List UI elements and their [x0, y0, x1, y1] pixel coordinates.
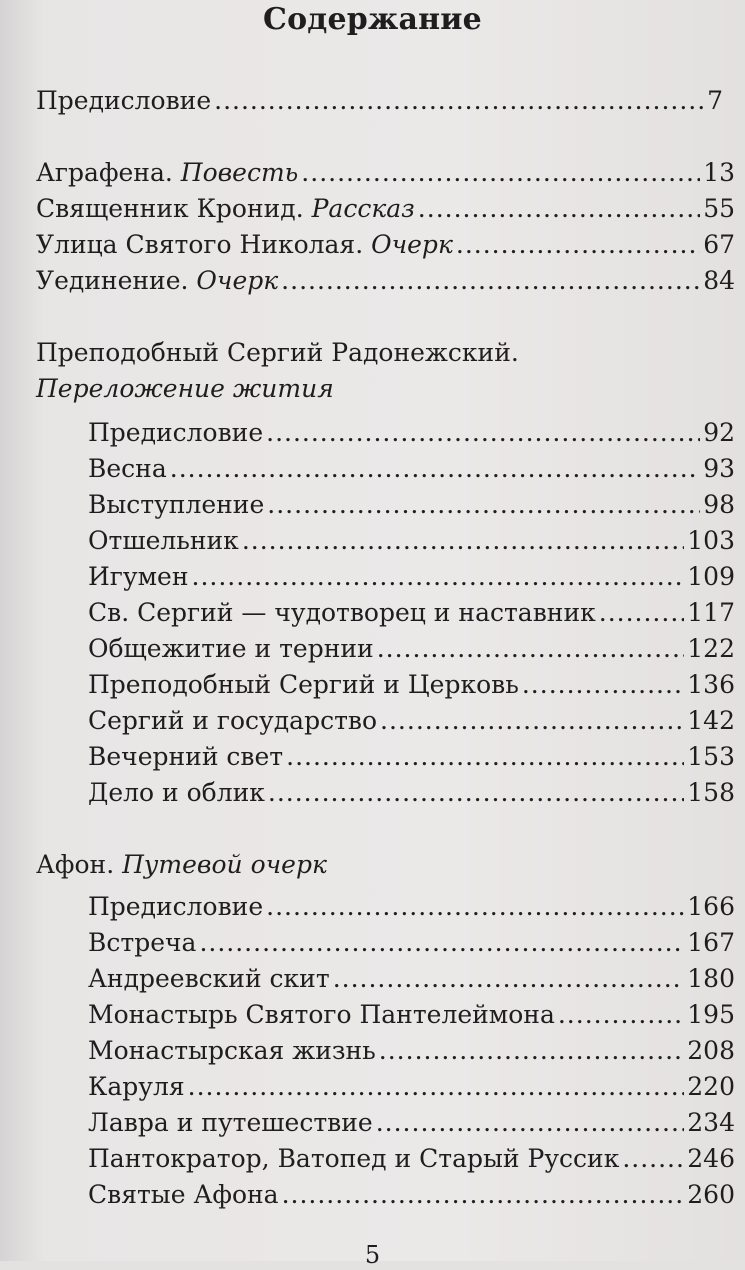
toc-entry-label: Отшельник — [88, 526, 239, 555]
toc-entry[interactable] — [36, 194, 735, 224]
toc-page-number: 195 — [687, 1000, 735, 1029]
toc-entry[interactable] — [88, 706, 735, 736]
toc-page-number: 93 — [703, 454, 735, 483]
leader-dots — [268, 778, 684, 808]
leader-dots — [622, 1144, 684, 1174]
leader-dots — [418, 194, 700, 224]
toc-page-number: 92 — [703, 418, 735, 447]
leader-dots — [266, 892, 684, 922]
leader-dots — [282, 1180, 685, 1210]
toc-entry[interactable] — [88, 490, 735, 520]
toc-entry[interactable] — [36, 230, 735, 260]
toc-entry-label: Монастырь Святого Пантелеймона — [88, 1000, 555, 1029]
page-title: Содержание — [263, 2, 482, 37]
toc-entry[interactable] — [88, 964, 735, 994]
toc-entry-label: Улица Святого Николая. Очерк — [36, 230, 453, 259]
leader-dots — [456, 230, 700, 260]
leader-dots — [333, 964, 685, 994]
toc-entry-genre: Рассказ — [311, 194, 415, 223]
section-title: Афон. Путевой очерк — [36, 850, 327, 879]
leader-dots — [376, 1108, 685, 1138]
leader-dots — [380, 706, 684, 736]
section-subtitle: Переложение жития — [36, 374, 334, 403]
toc-page-number: 84 — [703, 266, 735, 295]
toc-page-number: 67 — [703, 230, 735, 259]
toc-entry[interactable] — [88, 526, 735, 556]
toc-entry[interactable] — [88, 1108, 735, 1138]
toc-page-number: 98 — [703, 490, 735, 519]
toc-page-number: 142 — [687, 706, 735, 735]
toc-entry-genre: Очерк — [371, 230, 453, 259]
toc-entry-label: Весна — [88, 454, 167, 483]
toc-entry[interactable] — [88, 418, 735, 448]
leader-dots — [558, 1000, 684, 1030]
toc-entry-label: Пантократор, Ватопед и Старый Руссик — [88, 1144, 620, 1173]
toc-entry-label: Андреевский скит — [88, 964, 330, 993]
toc-entry-label: Предисловие — [88, 892, 264, 921]
toc-entry-label: Предисловие — [36, 86, 212, 115]
toc-entry-label: Священник Кронид. Рассказ — [36, 194, 415, 223]
leader-dots — [214, 86, 704, 116]
toc-page-number: 246 — [687, 1144, 735, 1173]
page-number-footer: 5 — [364, 1241, 381, 1269]
toc-entry-preface[interactable] — [36, 86, 723, 116]
toc-entry[interactable] — [88, 1000, 735, 1030]
toc-entry-label: Преподобный Сергий и Церковь — [88, 670, 519, 699]
leader-dots — [188, 1072, 685, 1102]
toc-entry-label: Игумен — [88, 562, 189, 591]
toc-entry-label: Аграфена. Повесть — [36, 158, 299, 187]
leader-dots — [286, 742, 684, 772]
toc-page-number: 167 — [687, 928, 735, 957]
toc-entry-label: Монастырская жизнь — [88, 1036, 376, 1065]
toc-page-number: 13 — [703, 158, 735, 187]
leader-dots — [192, 562, 685, 592]
toc-page-number: 208 — [687, 1036, 735, 1065]
toc-entry[interactable] — [88, 892, 735, 922]
leader-dots — [301, 158, 700, 188]
toc-entry[interactable] — [88, 454, 735, 484]
leader-dots — [379, 1036, 685, 1066]
toc-page-number: 166 — [687, 892, 735, 921]
toc-entry[interactable] — [36, 266, 735, 296]
toc-page-number: 234 — [687, 1108, 735, 1137]
leader-dots — [522, 670, 684, 700]
toc-entry[interactable] — [36, 158, 735, 188]
leader-dots — [599, 598, 685, 628]
toc-entry[interactable] — [88, 1180, 735, 1210]
toc-entry-label: Сергий и государство — [88, 706, 378, 735]
leader-dots — [170, 454, 700, 484]
toc-entry[interactable] — [88, 1072, 735, 1102]
toc-page-number: 220 — [687, 1072, 735, 1101]
toc-entry-label: Предисловие — [88, 418, 264, 447]
toc-page-number: 55 — [703, 194, 735, 223]
toc-entry-label: Лавра и путешествие — [88, 1108, 373, 1137]
toc-page-number: 7 — [707, 86, 723, 115]
toc-page-number: 180 — [687, 964, 735, 993]
section-title: Преподобный Сергий Радонежский. — [36, 338, 519, 367]
leader-dots — [281, 266, 700, 296]
toc-entry-label: Святые Афона — [88, 1180, 279, 1209]
toc-page-number: 136 — [687, 670, 735, 699]
toc-entry[interactable] — [88, 1144, 735, 1174]
toc-entry[interactable] — [88, 778, 735, 808]
leader-dots — [377, 634, 685, 664]
toc-entry-label: Общежитие и тернии — [88, 634, 374, 663]
toc-entry-genre: Повесть — [180, 158, 299, 187]
toc-entry-label: Вечерний свет — [88, 742, 284, 771]
toc-page-number: 117 — [687, 598, 735, 627]
toc-entry[interactable] — [88, 928, 735, 958]
leader-dots — [242, 526, 684, 556]
toc-entry-label: Каруля — [88, 1072, 185, 1101]
toc-entry[interactable] — [88, 562, 735, 592]
leader-dots — [267, 490, 700, 520]
toc-entry[interactable] — [88, 598, 735, 628]
toc-entry[interactable] — [88, 634, 735, 664]
section-subtitle: Путевой очерк — [122, 850, 327, 879]
toc-page-number: 109 — [687, 562, 735, 591]
toc-entry-label: Дело и облик — [88, 778, 265, 807]
leader-dots — [266, 418, 700, 448]
toc-entry-label: Встреча — [88, 928, 197, 957]
toc-page-number: 122 — [687, 634, 735, 663]
toc-entry[interactable] — [88, 670, 735, 700]
toc-page-number: 158 — [687, 778, 735, 807]
toc-entry-label: Св. Сергий — чудотворец и наставник — [88, 598, 596, 627]
toc-entry[interactable] — [88, 1036, 735, 1066]
toc-entry[interactable] — [88, 742, 735, 772]
toc-page-number: 153 — [687, 742, 735, 771]
toc-entry-genre: Очерк — [196, 266, 279, 295]
leader-dots — [199, 928, 684, 958]
toc-entry-label: Уединение. Очерк — [36, 266, 279, 295]
toc-entry-label: Выступление — [88, 490, 265, 519]
toc-page-number: 103 — [687, 526, 735, 555]
toc-page-number: 260 — [687, 1180, 735, 1209]
